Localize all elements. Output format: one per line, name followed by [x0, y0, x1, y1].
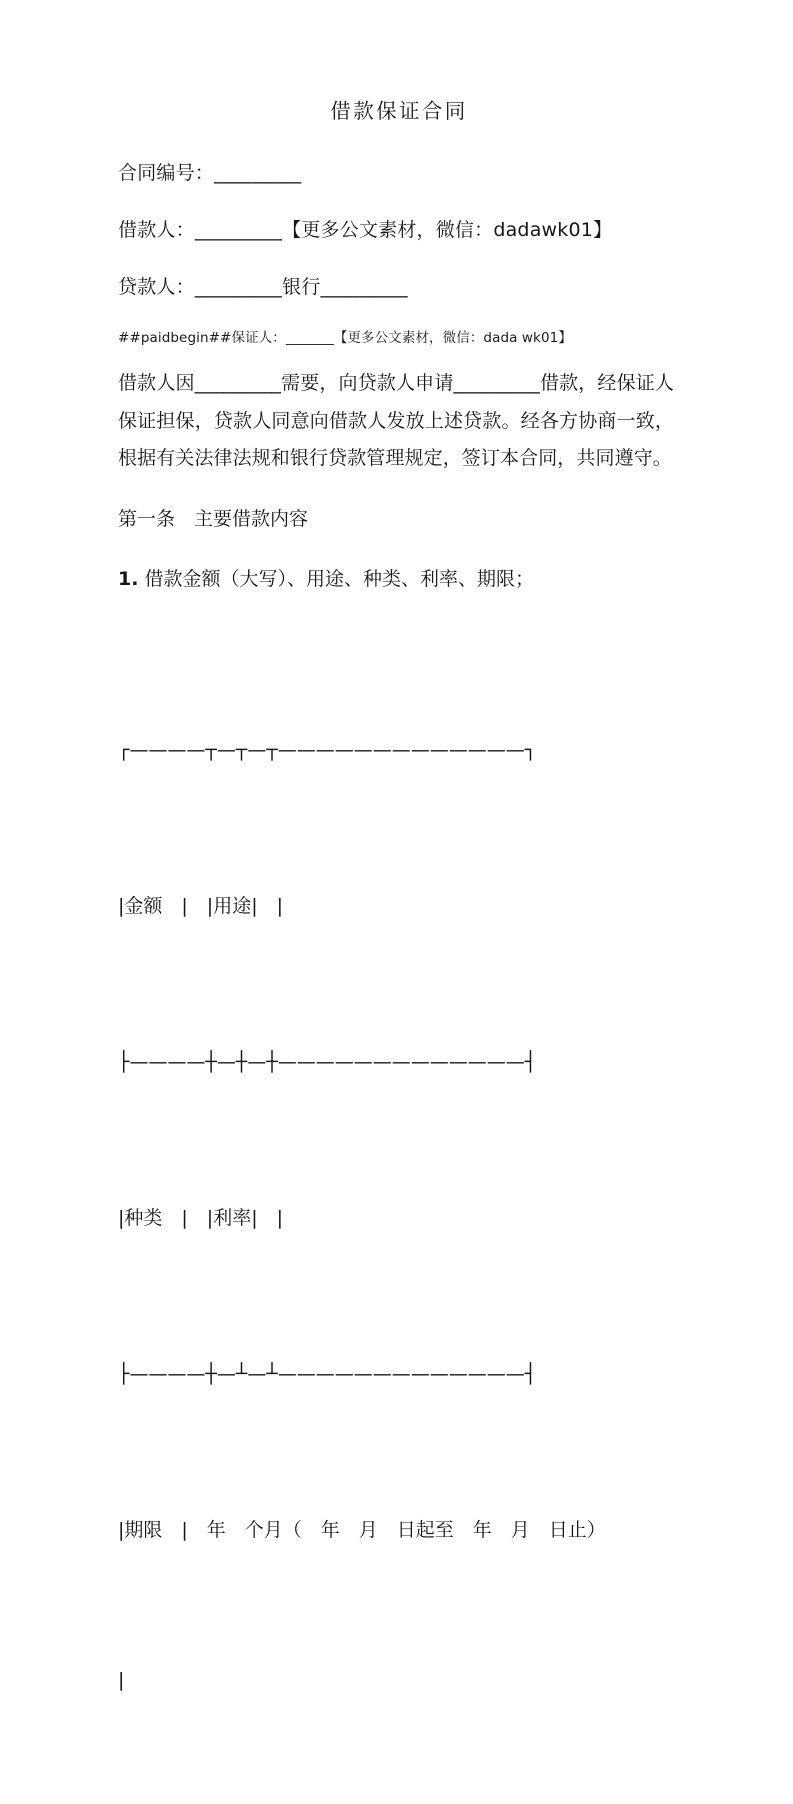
table-row-tail: | [118, 1668, 125, 1691]
list-item [118, 562, 678, 596]
field-lender [118, 270, 678, 304]
clause-one-title: 主要借款内容 [194, 507, 309, 530]
table-row: |金额 | |用途| | [118, 894, 284, 917]
clause-spacer [175, 508, 194, 530]
field-borrower-blank: _________ [194, 219, 283, 241]
field-guarantor-label: 保证人： [231, 330, 286, 346]
field-guarantor-blank: _______ [285, 330, 334, 346]
field-contract-number-label: 合同编号： [118, 162, 215, 184]
clause-one-number: 第一条 [118, 507, 176, 530]
field-guarantor [118, 327, 678, 349]
field-borrower-label: 借款人： [118, 219, 195, 241]
paid-begin-marker: ##paidbegin## [118, 330, 232, 346]
document-body [118, 96, 678, 1804]
table-rule-two: ├————┼—┴—┴—————————————┤ [118, 1362, 537, 1385]
table-row: |期限 | 年 个月（ 年 月 日起至 年 月 日止） [118, 1518, 606, 1541]
field-contract-number-blank: _________ [214, 162, 302, 184]
clause-one-heading [118, 502, 678, 536]
list-item-text: 借款金额（大写）、用途、种类、利率、期限； [144, 567, 535, 590]
table-rule-one: ├————┼—┼—┼—————————————┤ [118, 1050, 537, 1073]
field-contract-number [118, 156, 678, 190]
page-title: 借款保证合同 [330, 99, 468, 123]
field-lender-label: 贷款人： [118, 276, 195, 298]
table-row: |种类 | |利率| | [118, 1206, 284, 1229]
field-guarantor-note: 【更多公文素材，微信：dada wk01】 [333, 330, 572, 346]
list-item-number: 1. [118, 567, 139, 590]
field-borrower-note: 【更多公文素材，微信：dadawk01】 [282, 219, 613, 241]
field-lender-blank: _________银行_________ [194, 276, 408, 298]
table-top-border: ┌————┬—┬—┬—————————————┐ [118, 738, 537, 761]
preamble-paragraph: 借款人因_________需要，向贷款人申请_________借款，经保证人保证担保，贷款人同意向借款人发放上述贷款。经各方协商一致，根据有关法律法规和银行贷款管理规定，签订本合同，共同遵守。 [118, 372, 674, 469]
loan-terms-table [118, 620, 678, 1804]
field-borrower [118, 213, 678, 247]
